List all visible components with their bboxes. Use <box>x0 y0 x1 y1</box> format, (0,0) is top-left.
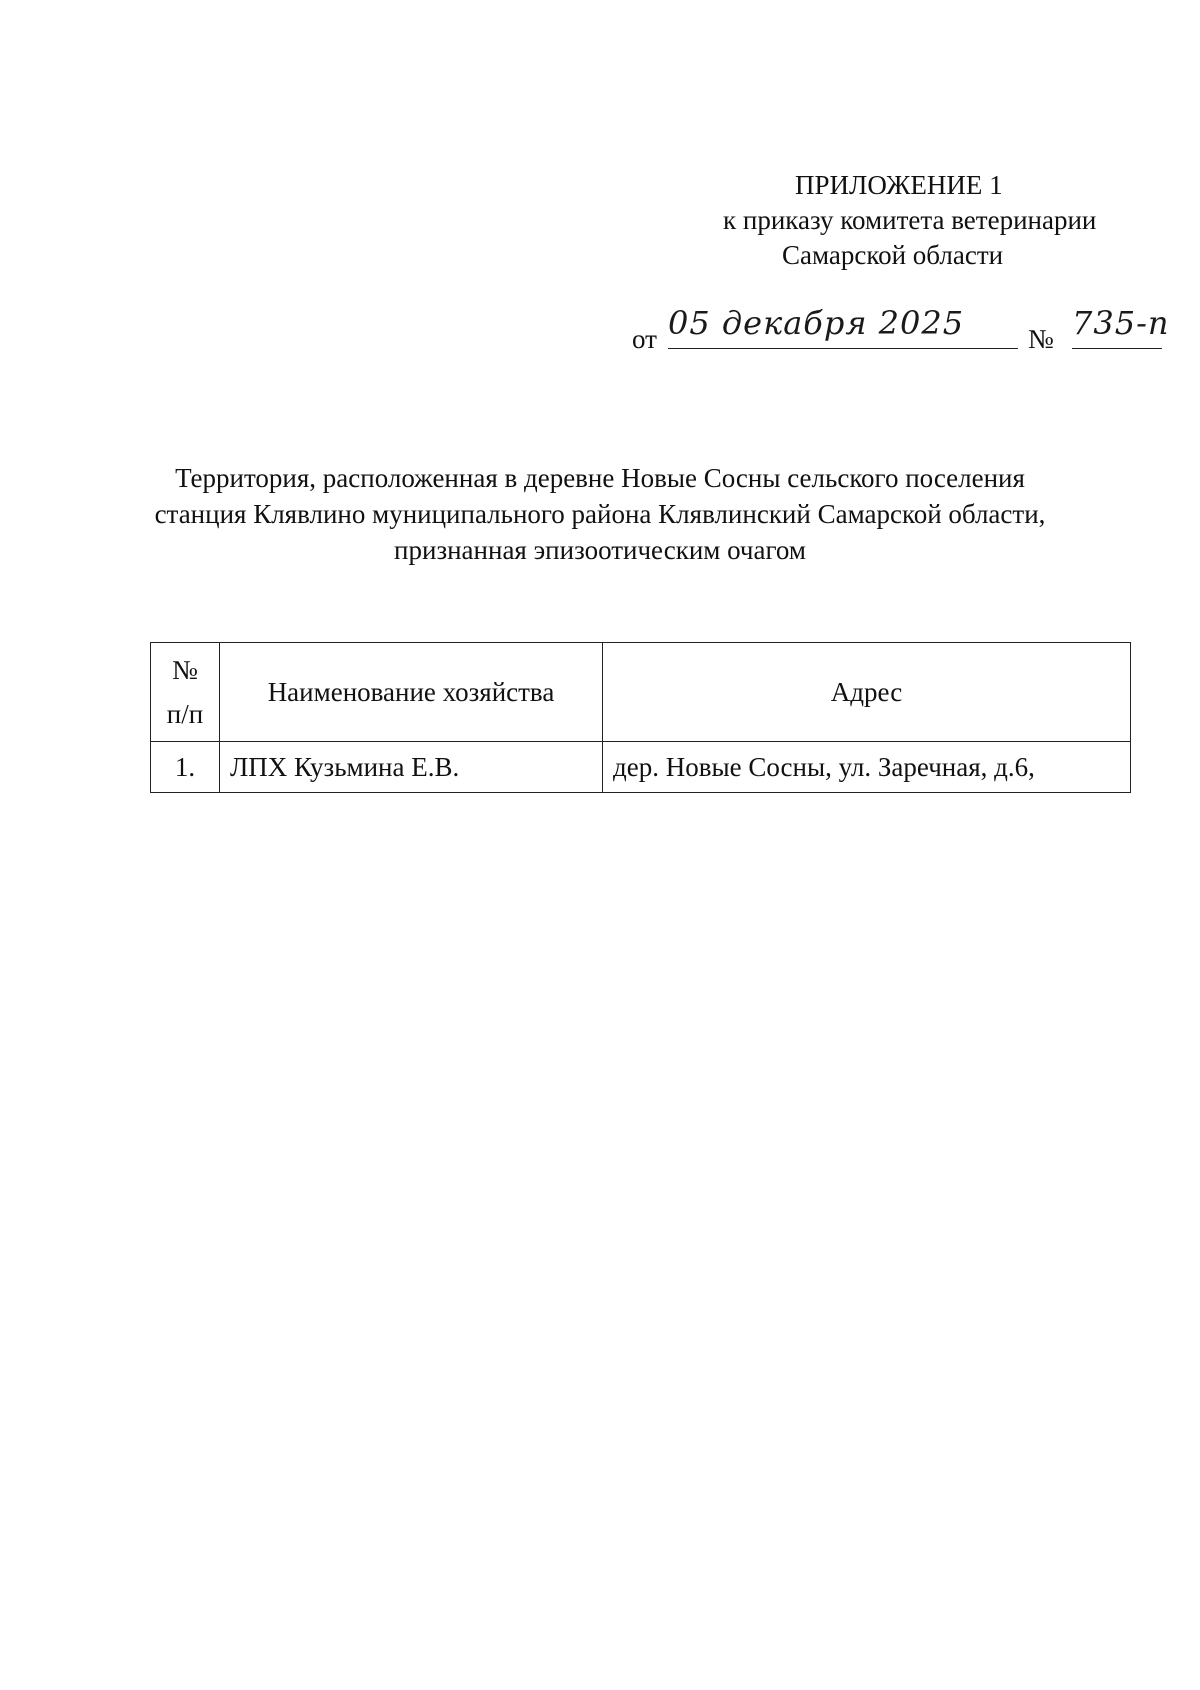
header-number <box>151 643 220 742</box>
header-number-sign: № <box>172 655 198 685</box>
header-address: Адрес <box>603 643 1131 742</box>
document-title <box>120 460 1080 568</box>
row-farm-name: ЛПХ Кузьмина Е.В. <box>220 742 603 793</box>
farm-registry-table <box>150 642 1131 793</box>
handwritten-date: 05 декабря 2025 <box>668 304 965 342</box>
title-line-2: станция Клявлино муниципального района Клявлинский Самарской области, <box>154 499 1046 529</box>
order-reference <box>632 304 1170 358</box>
order-date-field <box>668 304 1018 349</box>
table-header-row <box>151 643 1131 742</box>
title-line-1: Территория, расположенная в деревне Новые Сосны сельского поселения <box>175 463 1025 493</box>
appendix-region: Самарской области <box>782 240 1004 270</box>
header-number-pp: п/п <box>166 699 204 729</box>
row-number: 1. <box>151 742 220 793</box>
appendix-reference: к приказу комитета ветеринарии <box>723 205 1097 235</box>
order-number-field <box>1072 304 1170 349</box>
title-line-3: признанная эпизоотическим очагом <box>394 535 806 565</box>
table-row <box>151 742 1131 793</box>
appendix-title: ПРИЛОЖЕНИЕ 1 <box>795 170 1003 200</box>
handwritten-number: 735-п <box>1072 304 1170 342</box>
date-prefix: от <box>632 324 657 354</box>
header-farm-name: Наименование хозяйства <box>220 643 603 742</box>
appendix-header <box>700 168 1130 273</box>
number-sign: № <box>1028 324 1054 354</box>
row-address: дер. Новые Сосны, ул. Заречная, д.6, <box>603 742 1131 793</box>
